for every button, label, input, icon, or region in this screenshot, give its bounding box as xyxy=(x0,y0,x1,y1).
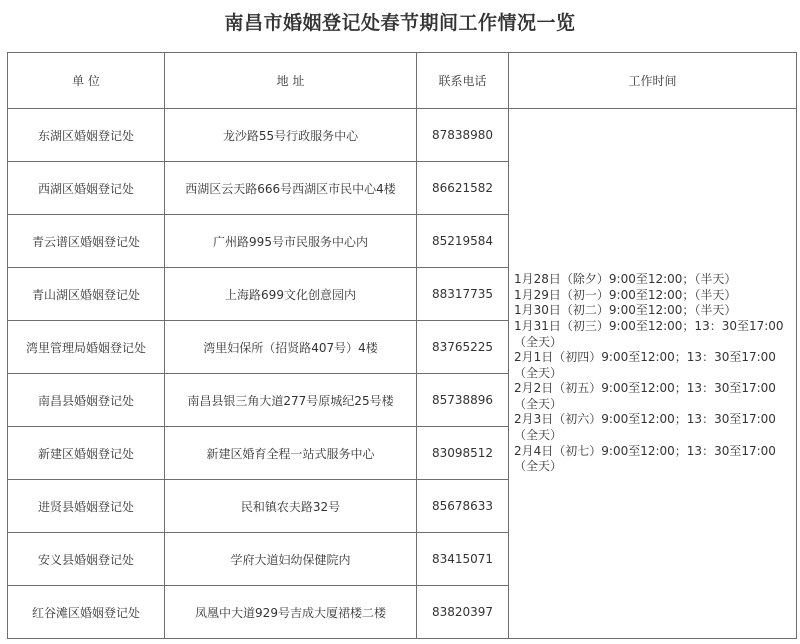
unit-cell: 东湖区婚姻登记处 xyxy=(8,109,165,162)
address-cell: 西湖区云天路666号西湖区市民中心4楼 xyxy=(165,162,417,215)
phone-cell: 85219584 xyxy=(417,215,509,268)
address-cell: 广州路995号市民服务中心内 xyxy=(165,215,417,268)
phone-cell: 85738896 xyxy=(417,374,509,427)
unit-cell: 青云谱区婚姻登记处 xyxy=(8,215,165,268)
phone-cell: 83820397 xyxy=(417,586,509,639)
hours-line: 2月2日（初五）9:00至12:00；13：30至17:00（全天） xyxy=(514,381,776,411)
address-cell: 凤凰中大道929号吉成大厦裙楼二楼 xyxy=(165,586,417,639)
hours-cell xyxy=(509,109,797,639)
phone-cell: 86621582 xyxy=(417,162,509,215)
hours-line: 1月28日（除夕）9:00至12:00；（半天） xyxy=(514,272,737,287)
phone-cell: 83765225 xyxy=(417,321,509,374)
header-address: 地 址 xyxy=(165,53,417,109)
header-unit: 单 位 xyxy=(8,53,165,109)
address-cell: 南昌县银三角大道277号原城纪25号楼 xyxy=(165,374,417,427)
address-cell: 上海路699文化创意园内 xyxy=(165,268,417,321)
hours-line: 1月31日（初三）9:00至12:00；13：30至17:00（全天） xyxy=(514,318,784,349)
address-cell: 龙沙路55号行政服务中心 xyxy=(165,109,417,162)
address-cell: 湾里妇保所（招贤路407号）4楼 xyxy=(165,321,417,374)
phone-cell: 85678633 xyxy=(417,480,509,533)
unit-cell: 青山湖区婚姻登记处 xyxy=(8,268,165,321)
hours-line: 2月1日（初四）9:00至12:00；13：30至17:00（全天） xyxy=(514,350,776,380)
unit-cell: 西湖区婚姻登记处 xyxy=(8,162,165,215)
hours-line: 2月4日（初七）9:00至12:00；13：30至17:00（全天） xyxy=(514,443,776,474)
hours-line: 1月29日（初一）9:00至12:00；（半天） xyxy=(514,287,737,302)
hours-line: 1月30日（初二）9:00至12:00；（半天） xyxy=(514,303,737,318)
address-cell: 学府大道妇幼保健院内 xyxy=(165,533,417,586)
phone-cell: 88317735 xyxy=(417,268,509,321)
schedule-table xyxy=(7,52,797,639)
unit-cell: 湾里管理局婚姻登记处 xyxy=(8,321,165,374)
hours-line: 2月3日（初六）9:00至12:00；13：30至17:00（全天） xyxy=(514,412,776,443)
unit-cell: 安义县婚姻登记处 xyxy=(8,533,165,586)
header-hours: 工作时间 xyxy=(509,53,797,109)
unit-cell: 红谷滩区婚姻登记处 xyxy=(8,586,165,639)
header-phone: 联系电话 xyxy=(417,53,509,109)
table-row xyxy=(8,109,797,162)
address-cell: 民和镇农夫路32号 xyxy=(165,480,417,533)
unit-cell: 进贤县婚姻登记处 xyxy=(8,480,165,533)
page-title: 南昌市婚姻登记处春节期间工作情况一览 xyxy=(224,12,576,34)
unit-cell: 南昌县婚姻登记处 xyxy=(8,374,165,427)
phone-cell: 83098512 xyxy=(417,427,509,480)
table-header-row xyxy=(8,53,797,109)
phone-cell: 87838980 xyxy=(417,109,509,162)
unit-cell: 新建区婚姻登记处 xyxy=(8,427,165,480)
address-cell: 新建区婚育全程一站式服务中心 xyxy=(165,427,417,480)
phone-cell: 83415071 xyxy=(417,533,509,586)
